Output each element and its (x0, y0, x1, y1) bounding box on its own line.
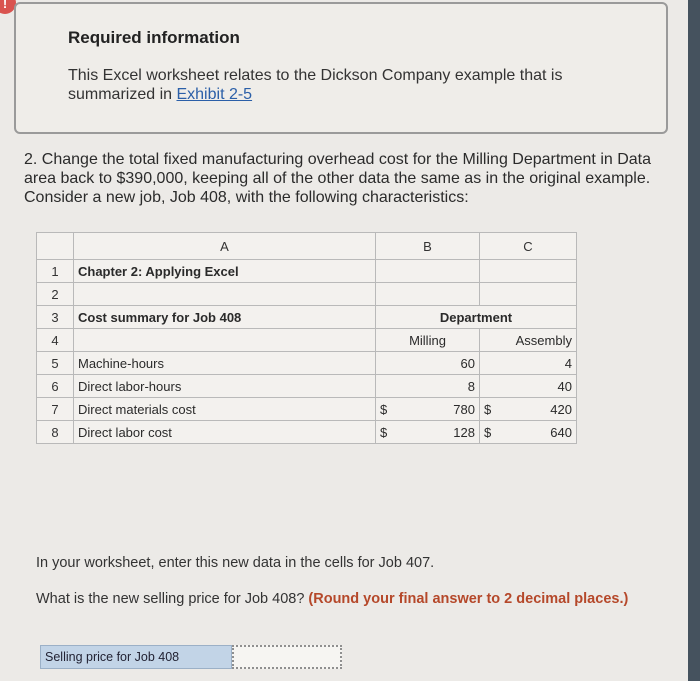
assembly-header: Assembly (480, 329, 577, 352)
corner-cell (37, 233, 74, 260)
department-header: Department (376, 306, 577, 329)
selling-price-input[interactable] (232, 645, 342, 669)
cost-summary-label: Cost summary for Job 408 (74, 306, 376, 329)
milling-value: 8 (376, 375, 480, 398)
milling-header: Milling (376, 329, 480, 352)
assembly-value: 40 (480, 375, 577, 398)
required-info-box (14, 2, 668, 134)
milling-value: 60 (376, 352, 480, 375)
table-row (37, 352, 577, 375)
excel-table (36, 232, 577, 444)
instruction-text: In your worksheet, enter this new data in the cells for Job 407. (36, 555, 435, 571)
row-label: Machine-hours (74, 352, 376, 375)
table-row (37, 375, 577, 398)
col-header-c: C (480, 233, 577, 260)
assembly-value: 4 (480, 352, 577, 375)
row-number: 5 (37, 352, 74, 375)
cell-b1 (376, 260, 480, 283)
prompt-question: What is the new selling price for Job 408? (36, 591, 309, 607)
amount: 640 (550, 424, 572, 440)
prompt-text (36, 590, 656, 608)
row-label: Direct labor cost (74, 421, 376, 444)
row-number: 3 (37, 306, 74, 329)
milling-value (376, 398, 480, 421)
table-row (37, 421, 577, 444)
row-number: 1 (37, 260, 74, 283)
assembly-value (480, 398, 577, 421)
col-header-b: B (376, 233, 480, 260)
currency-symbol: $ (484, 424, 492, 440)
sheet-title: Chapter 2: Applying Excel (74, 260, 376, 283)
row-number: 4 (37, 329, 74, 352)
currency-symbol: $ (380, 401, 388, 417)
currency-symbol: $ (484, 401, 492, 417)
cell-a2 (74, 283, 376, 306)
row-label: Direct materials cost (74, 398, 376, 421)
cell-b2 (376, 283, 480, 306)
row-number: 2 (37, 283, 74, 306)
row-number: 8 (37, 421, 74, 444)
amount: 128 (453, 424, 475, 440)
info-title: Required information (68, 28, 240, 47)
alert-icon: ! (0, 0, 16, 14)
table-row (37, 398, 577, 421)
currency-symbol: $ (380, 424, 388, 440)
row-number: 6 (37, 375, 74, 398)
info-text-body: This Excel worksheet relates to the Dickson Company example that is summarized in (68, 67, 563, 103)
question-text: 2. Change the total fixed manufacturing overhead cost for the Milling Department in Data area back to $390,000, keeping all of the other data the same as in the original example. Consider a new job, Job 408, with the following characteristics: (24, 151, 652, 206)
amount: 420 (550, 401, 572, 417)
answer-label: Selling price for Job 408 (40, 645, 232, 669)
row-number: 7 (37, 398, 74, 421)
window-edge (688, 0, 700, 681)
cell-a4 (74, 329, 376, 352)
rounding-note: (Round your final answer to 2 decimal places.) (308, 591, 629, 607)
col-header-a: A (74, 233, 376, 260)
milling-value (376, 421, 480, 444)
table-row (37, 283, 577, 306)
cell-c1 (480, 260, 577, 283)
amount: 780 (453, 401, 475, 417)
column-header-row (37, 233, 577, 260)
table-row (37, 260, 577, 283)
table-row (37, 306, 577, 329)
info-text (68, 66, 628, 104)
exhibit-link[interactable]: Exhibit 2-5 (176, 86, 253, 103)
row-label: Direct labor-hours (74, 375, 376, 398)
assembly-value (480, 421, 577, 444)
table-row (37, 329, 577, 352)
cell-c2 (480, 283, 577, 306)
